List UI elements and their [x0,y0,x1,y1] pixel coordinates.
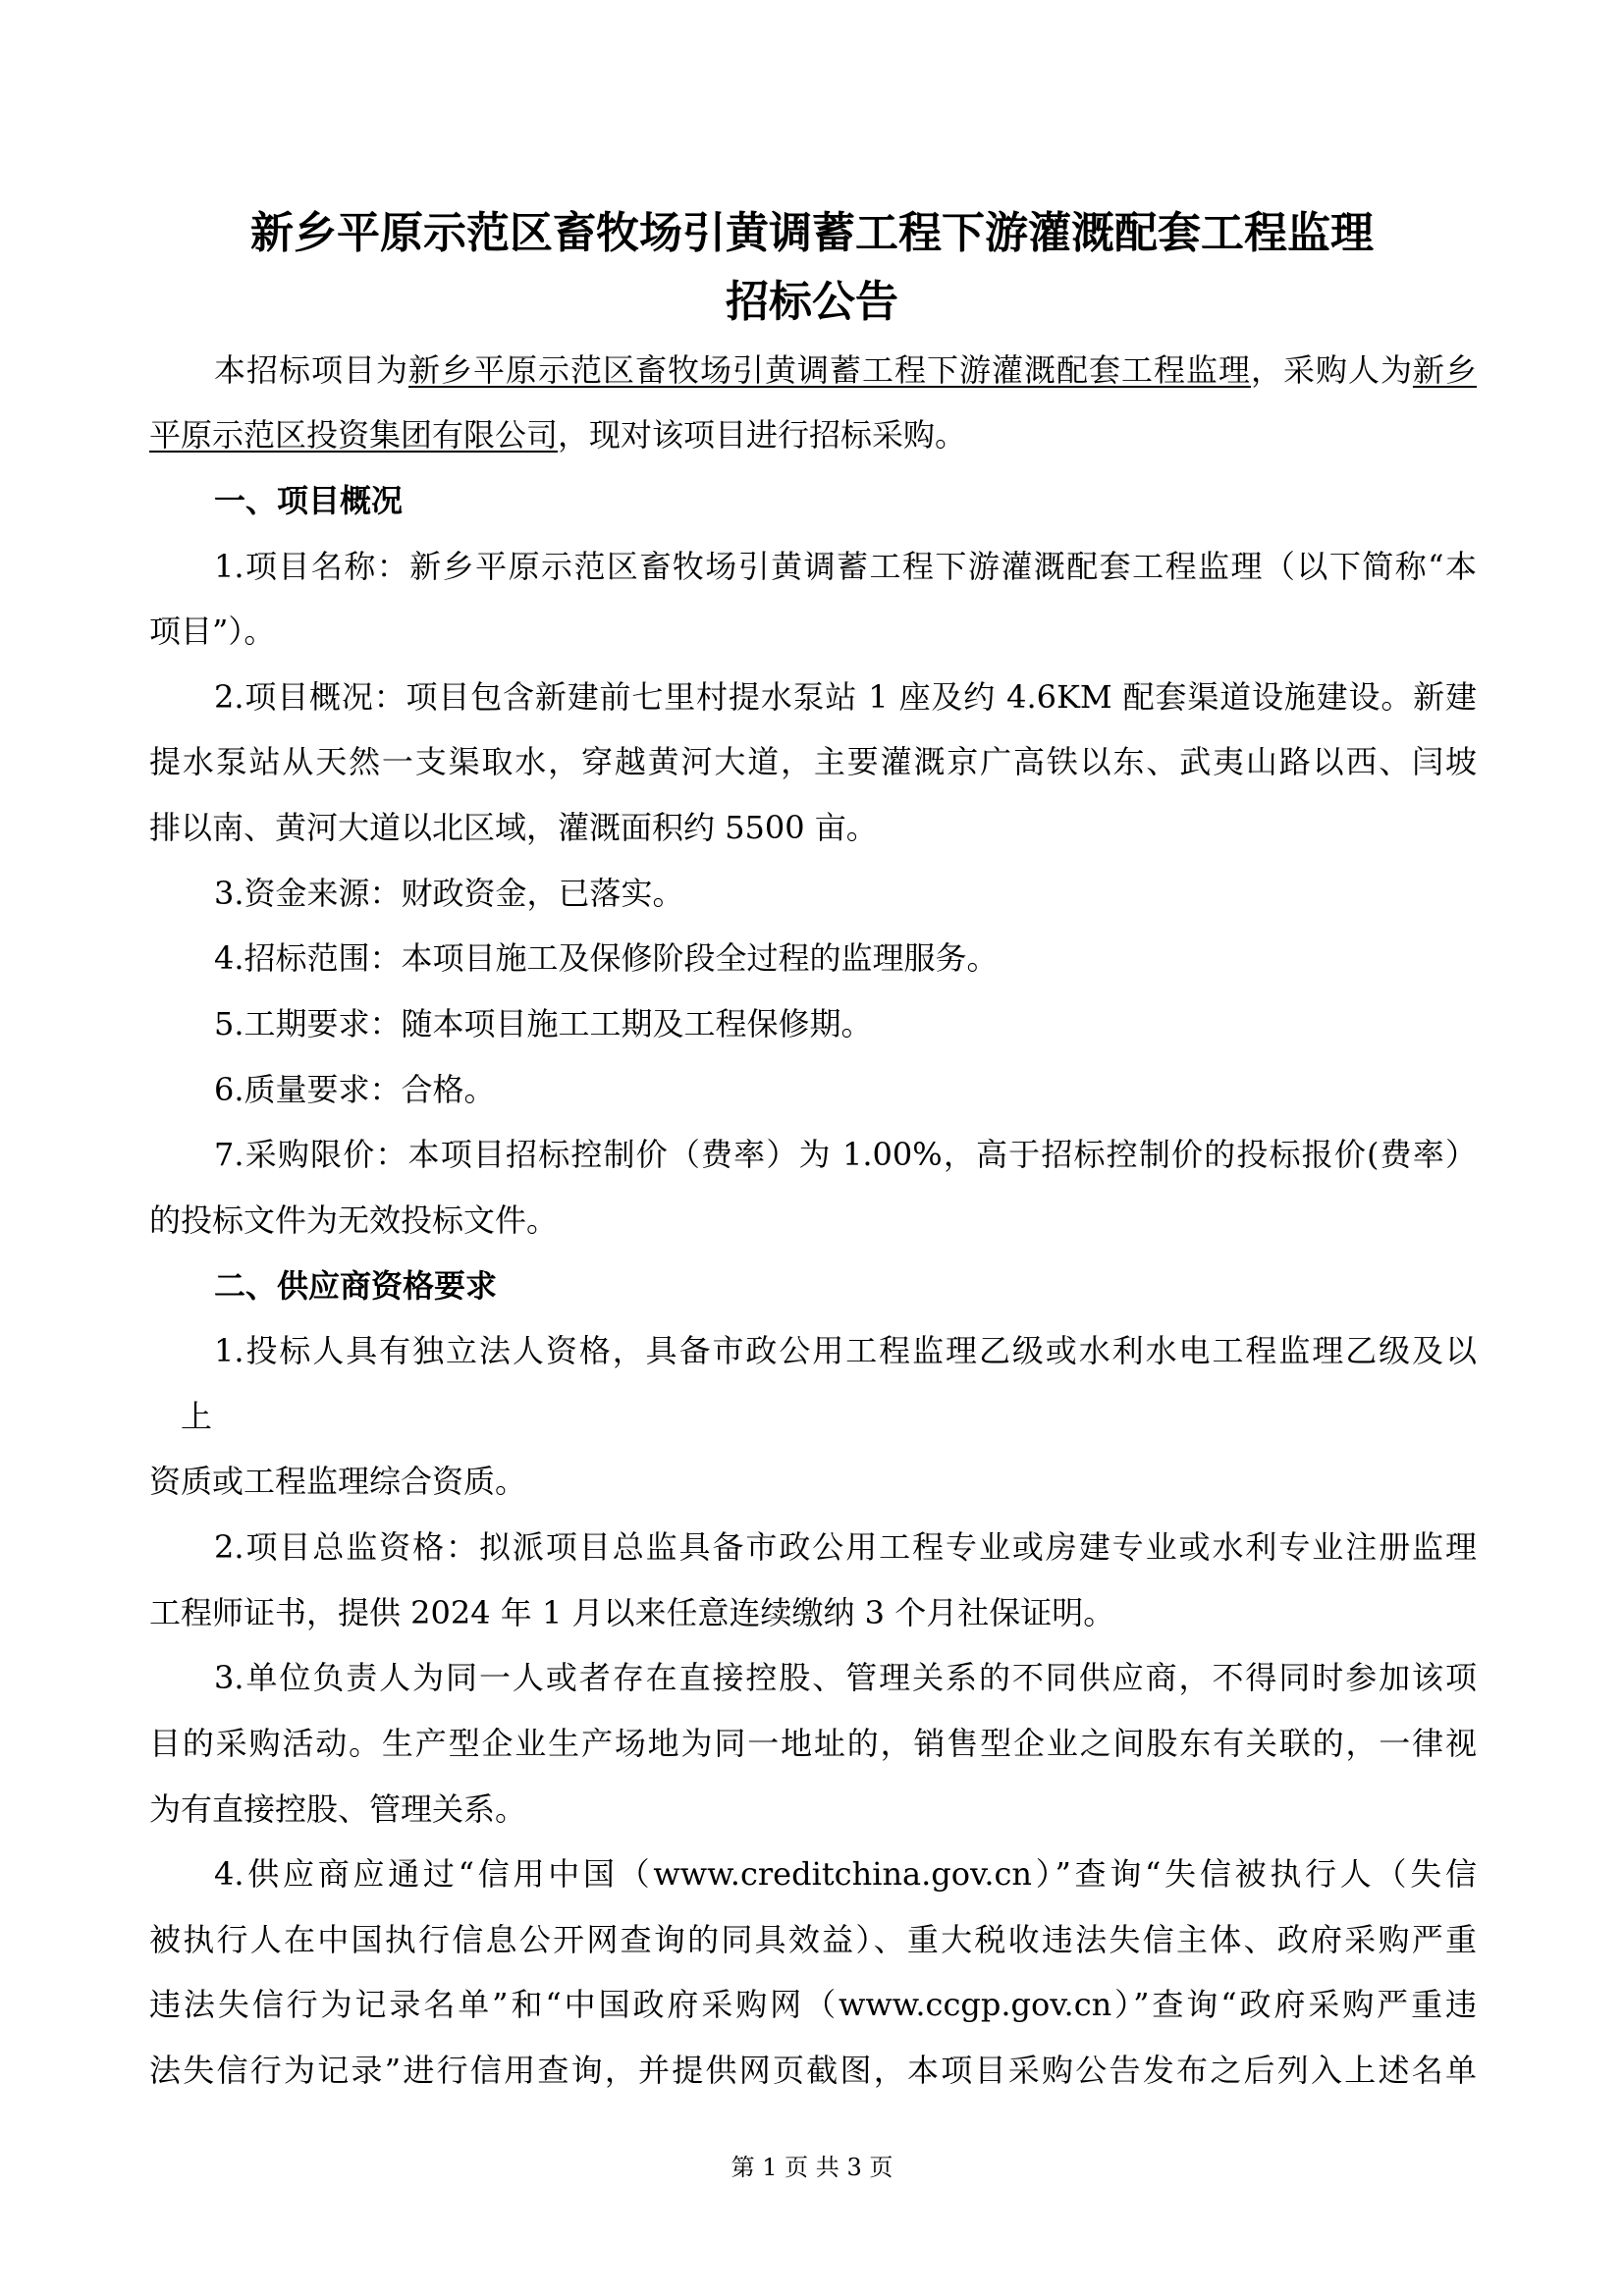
s2-item2-line1: 2.项目总监资格：拟派项目总监具备市政公用工程专业或房建专业或水利专业注册监理 [214,1528,1477,1566]
s1-item4: 4.招标范围：本项目施工及保修阶段全过程的监理服务。 [214,939,999,977]
s2-item4-line3: 违法失信行为记录名单”和“中国政府采购网（www.ccgp.gov.cn）”查询“政府采购严重违 [149,1986,1477,2023]
s2-item4-line1: 4.供应商应通过“信用中国（www.creditchina.gov.cn）”查询“失信被执行人（失信 [214,1855,1477,1893]
s2-item1-line2: 上 [181,1398,213,1435]
section1-heading: 一、项目概况 [214,482,404,519]
project-name-underlined: 新乡平原示范区畜牧场引黄调蓄工程下游灌溉配套工程监理 [408,351,1251,389]
intro-text-1: 本招标项目为 [214,351,408,389]
s2-item4-line4: 法失信行为记录”进行信用查询，并提供网页截图，本项目采购公告发布之后列入上述名单 [149,2052,1477,2089]
document-title-line2: 招标公告 [726,277,898,327]
s1-item5: 5.工期要求：随本项目施工工期及工程保修期。 [214,1005,873,1042]
s2-item3-line3: 为有直接控股、管理关系。 [149,1790,527,1828]
s1-item6: 6.质量要求：合格。 [214,1071,496,1108]
s1-item7-line2: 的投标文件为无效投标文件。 [149,1201,559,1239]
s1-item1-line2: 项目”）。 [149,613,276,650]
buyer-name-underlined-b: 平原示范区投资集团有限公司 [149,416,559,454]
s2-item3-line1: 3.单位负责人为同一人或者存在直接控股、管理关系的不同供应商，不得同时参加该项 [214,1659,1477,1696]
intro-line2 [149,415,966,454]
s2-item2-line2: 工程师证书，提供 2024 年 1 月以来任意连续缴纳 3 个月社保证明。 [149,1594,1115,1631]
intro-text-3: ，现对该项目进行招标采购。 [558,416,967,454]
document-title-line1: 新乡平原示范区畜牧场引黄调蓄工程下游灌溉配套工程监理 [250,208,1374,258]
s2-item1-line1: 1.投标人具有独立法人资格，具备市政公用工程监理乙级或水利水电工程监理乙级及以 [214,1332,1477,1369]
intro-text-2: ，采购人为 [1250,351,1413,389]
section2-heading: 二、供应商资格要求 [214,1267,498,1305]
s1-item2-line1: 2.项目概况：项目包含新建前七里村提水泵站 1 座及约 4.6KM 配套渠道设施建设。新建 [214,678,1477,716]
buyer-name-underlined-a: 新乡 [1412,351,1477,389]
s1-item2-line2: 提水泵站从天然一支渠取水，穿越黄河大道，主要灌溉京广高铁以东、武夷山路以西、闫坡 [149,743,1477,780]
intro-line1 [214,350,1477,390]
s2-item1-line3: 资质或工程监理综合资质。 [149,1463,527,1500]
s1-item1-line1: 1.项目名称：新乡平原示范区畜牧场引黄调蓄工程下游灌溉配套工程监理（以下简称“本 [214,548,1477,585]
s2-item3-line2: 目的采购活动。生产型企业生产场地为同一地址的，销售型企业之间股东有关联的，一律视 [149,1725,1477,1762]
page-number-footer: 第 1 页 共 3 页 [731,2154,893,2181]
s2-item4-line2: 被执行人在中国执行信息公开网查询的同具效益）、重大税收违法失信主体、政府采购严重 [149,1921,1477,1958]
s1-item7-line1: 7.采购限价：本项目招标控制价（费率）为 1.00%，高于招标控制价的投标报价(费率） [214,1136,1477,1173]
s1-item2-line3: 排以南、黄河大道以北区域，灌溉面积约 5500 亩。 [149,809,878,846]
s1-item3: 3.资金来源：财政资金，已落实。 [214,875,684,912]
